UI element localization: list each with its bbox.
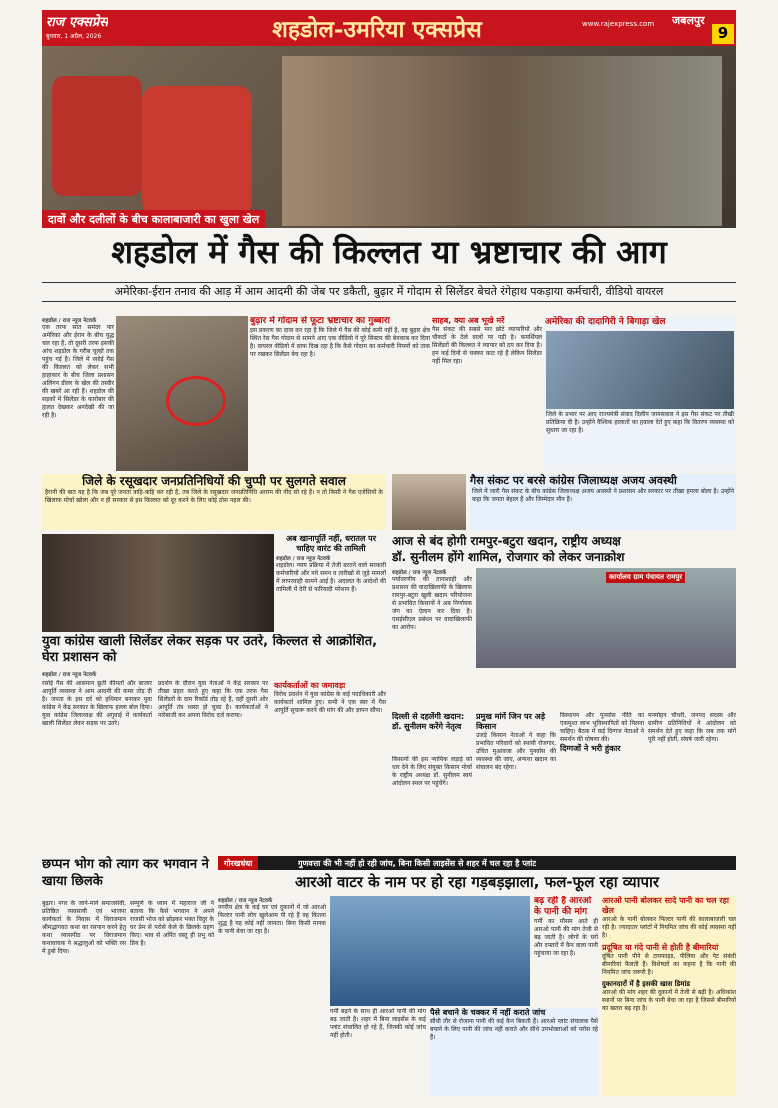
- gas-cylinder-left: [52, 76, 142, 196]
- rampur-sub1: प्रमुख मांगें जिन पर अड़े किसान: [476, 712, 546, 731]
- ro-col2: गर्मी बढ़ने के साथ ही आरओ पानी की मांग बढ़ जाती है। शहर में बिना लाइसेंस के कई प्लांट संचालित हो रहे हैं, जिनकी कोई जांच नहीं होती।: [330, 1008, 426, 1039]
- protest-col3: [274, 680, 386, 715]
- rampur-col5: मनमोहन चौधरी, जनपद सदस्य और ग्रामीण प्रतिनिधियों ने आंदोलन को समर्थन देते हुए कहा कि जब तक मांगें पूरी नहीं होतीं, संघर्ष जारी रहेगा।: [648, 712, 736, 743]
- top-photo-caption: दावों और दलीलों के बीच कालाबाजारी का खुला खेल: [42, 210, 265, 228]
- rampur-col1: [392, 568, 472, 708]
- box-budhar: [250, 316, 430, 471]
- ro-col1-body: नगरीय क्षेत्र के कई घर एवं दुकानों में जो आरओ फिल्टर पानी लोग खुलेआम पी रहे हैं वह कितना शुद्ध है यह कोई नहीं जानता। बिना किसी मानक के पानी बेचा जा रहा है।: [218, 904, 326, 935]
- ro-box-title: पैसे बचाने के चक्कर में नहीं कराते जांच: [430, 1008, 546, 1017]
- chappan-col2: सम्पूर्ण के ध्यान में महाराज जी ने बताया कि कैसे भगवान ने अपने राजसी भोज को छोड़कर भक्त विदुर के घर प्रेम से परोसे केले के छिलके ग्रहण किए। भाव से अर्पित वस्तु ही प्रभु को प्रिय है।: [130, 900, 214, 947]
- top-photo: [42, 46, 736, 228]
- protest-photo: [42, 534, 274, 632]
- ro-photo: [330, 896, 530, 1006]
- ro-box-body: सीधी तौर से रोजाना पानी की कई कैन बिकती हैं। आरओ प्लांट संचालक पैसे बचाने के लिए पानी की जांच नहीं कराते और सीधे उपभोक्ताओं को परोस रहे हैं।: [430, 1018, 598, 1041]
- paper-name: राज एक्सप्रेस: [46, 15, 109, 30]
- ro-side-body2: दूषित पानी पीने से टायफाइड, पीलिया और पेट संबंधी बीमारियां फैलती हैं। विशेषज्ञों का कहना है कि पानी की नियमित जांच जरूरी है।: [602, 953, 736, 976]
- ajay-awasthi-photo: [392, 474, 466, 530]
- protest-col1: रसोई गैस की आसमान छूती कीमतों और बाजार आपूर्ति व्यवस्था ने आम आदमी की कमर तोड़ दी है। जनता के इस दर्द को हथियार बनाकर युवा कांग्रेस ने केंद्र सरकार के खिलाफ हल्ला बोल दिया। युवा कांग्रेस जिलाध्यक्ष की अगुवाई में कार्यकर्ता खाली सिलेंडर लेकर सड़क पर उतरे।: [42, 680, 152, 727]
- strip-right: [470, 474, 736, 530]
- crowd-image: [282, 56, 722, 226]
- protest-body: [42, 670, 386, 850]
- lead-body: एक तरफ सात समंदर पार अमेरिका और ईरान के बीच युद्ध चल रहा है, तो दूसरी तरफ इसकी आंच शहडोल के गरीब चूल्हों तक पहुंच गई है। जिले में रसोई गैस की किल्लत को लेकर सभी हाहाकार के बीच जिला प्रशासन अलिंगन डीलर के खेल की तस्वीर की खबरें आ रही हैं। शहडोल की सड़कों में सिलेंडर के कारोबार की हालत देखकर अनदेखी की जा रही है।: [42, 324, 114, 419]
- ro-pull-quote: बढ़ रही है आरओ के पानी की मांग: [534, 896, 592, 917]
- ro-top-headline: गुणवत्ता की भी नहीं हो रही जांच, बिना किसी लाइसेंस से शहर में चल रहा है प्लांट: [298, 859, 537, 868]
- edition-title: शहडोल-उमरिया एक्सप्रेस: [272, 16, 482, 43]
- box-sahab-body: गैस संकट की सबसे मार छोटे व्यापारियों और चौकटों के ठेले वालों पर पड़ी है। कमर्शियल सिलेंडरों की किल्लत ने व्यापार को ठप कर दिया है। हम कई दिनों से चक्कर काट रहे हैं लेकिन सिलेंडर नहीं मिल रहा।: [432, 326, 542, 365]
- ro-pull: [534, 896, 598, 958]
- ro-headline: आरओ वाटर के नाम पर हो रहा गड़बड़झाला, फल-फूल रहा व्यापार: [294, 873, 660, 891]
- chappan-col1: बुढ़ार। नगर के जाने-माने समाजसेवी, प्रतिष्ठित व्यवसायी एवं भाजपा कार्यकर्ता के निवास में विराजमान श्रीमद्भागवत कथा का रसपान करने हेतु कथा व्यासपीठ पर विराजमान कथावाचक ने श्रद्धालुओं को भक्ति रस में डुबो दिया।: [42, 900, 126, 955]
- rampur-byline: शहडोल / राज न्यूज नेटवर्क: [392, 570, 447, 576]
- box-budhar-body: इस प्रकरण का दावा कर रहा है कि जिले में गैस की कोई कमी नहीं है, वह बुढ़ार क्षेत्र स्थित रेस गैस गोदाम से सामने आए एक वीडियो ने पूरे सिस्टम की बेनकाब कर दिया है। वायरल वीडियो में साफ दिख रहा है कि कैसे गोदाम का कर्मचारी नियमों को ताक पर रखकर सिलेंडर बेच रहा है।: [250, 327, 430, 358]
- rampur-col2: किसानों की इस न्यायिक लड़ाई को धार देने के लिए संयुक्त किसान मोर्चा के राष्ट्रीय अध्यक्ष डॉ. सुनीलम स्वयं आंदोलन स्थल पर पहुंचेंगे।: [392, 756, 472, 787]
- protest-byline: शहडोल / राज न्यूज नेटवर्क: [42, 672, 97, 678]
- lead-byline: शहडोल / राज न्यूज नेटवर्क: [42, 318, 97, 324]
- ro-col3-body: गर्मी का मौसम आते ही आरओ पानी की मांग तेजी से बढ़ जाती है। लोगों के घरों और दफ्तरों में कैन वाला पानी पहुंचाया जा रहा है।: [534, 918, 598, 957]
- highlight-circle: [166, 376, 226, 426]
- protest-col2: प्रदर्शन के दौरान युवा नेताओं ने केंद्र सरकार पर तीखा प्रहार करते हुए कहा कि एक तरफ गैस सिलेंडरों के दाम रिकॉर्ड तोड़ रहे हैं, वहीं दूसरी ओर आपूर्ति तंत्र ध्वस्त हो चुका है। कार्यकर्ताओं ने नारेबाजी कर अपना विरोध दर्ज कराया।: [158, 680, 268, 719]
- protest-col3-body: विरोध प्रदर्शन में युवा कांग्रेस के कई पदाधिकारी और कार्यकर्ता शामिल हुए। सभी ने एक स्वर में गैस आपूर्ति सुचारू करने की मांग की और ज्ञापन सौंपा।: [274, 691, 386, 714]
- city-name: जबलपुर: [672, 14, 705, 27]
- warrant-headline: अब खानापूर्ति नहीं, धरातल पर चाहिए वारंट की तामिली: [286, 534, 376, 553]
- strip-right-title: गैस संकट पर बरसे कांग्रेस जिलाध्यक्ष अजय अवस्थी: [470, 474, 677, 487]
- gas-cylinder-right: [142, 86, 252, 216]
- box-america: [544, 316, 736, 471]
- rampur-photo: [476, 568, 736, 668]
- chappan-headline: छप्पन भोग को त्याग कर भगवान ने खाया छिलके: [42, 857, 209, 889]
- strip-left: [42, 474, 386, 530]
- protest-headline: युवा कांग्रेस खाली सिलेंडर लेकर सड़क पर उतरे, किल्लत से आक्रोशित, घेरा प्रशासन को: [42, 634, 378, 665]
- ro-side-title1: आरओ पानी बोलकर सादे पानी का चल रहा खेल: [602, 896, 729, 915]
- box-budhar-title: बुढ़ार में गोदाम से फूटा भ्रष्टाचार का गुब्बारा: [250, 316, 390, 326]
- warrant-body: शहडोल। न्याय प्रक्रिया में तेजी बरतने वाले सरकारी कर्मचारियों और नये समन व तारीखों से जुड़े मामलों में लापरवाही सामने आई है। अदालत के आदेशों की तामिली में देरी से फरियादी परेशान हैं।: [276, 562, 386, 593]
- ro-box: [430, 1008, 598, 1096]
- date-line: बुधवार, 1 अप्रैल, 2026: [46, 33, 102, 40]
- page-number: 9: [712, 24, 734, 44]
- rampur-lower: [392, 712, 736, 852]
- box-america-body: जिले के प्रभार पर आए राज्यमंत्री संवाद दिलीप जायसवाल ने इस गैस संकट पर तीखी प्रतिक्रिया दी है। उन्होंने वैश्विक हालातों का हवाला देते हुए कहा कि वितरण व्यवस्था को सुधारा जा रहा है।: [546, 411, 734, 434]
- rampur-col4: [560, 712, 644, 754]
- strip-left-body: हैरानी की बात यह है कि जब पूरे जनता त्राहि-त्राहि कर रही है, तब जिले के रसूखदार जनप्रतिनिधि आराम की नींद सो रहे हैं। न तो किसी ने गैस एजेंसियों के खिलाफ मोर्चा खोला और न ही सरकार से इस किल्लत को दूर करने के लिए कोई ठोस पहल की।: [45, 489, 383, 504]
- ro-section: [218, 856, 736, 1096]
- ro-col1: [218, 896, 326, 936]
- minister-photo: [546, 331, 734, 409]
- rampur-col3: [476, 712, 556, 772]
- lead-headline: शहडोल में गैस की किल्लत या भ्रष्टाचार की आग: [111, 233, 667, 271]
- rampur-headline-1: आज से बंद होगी रामपुर-बटुरा खदान, राष्ट्रीय अध्यक्ष: [392, 534, 621, 548]
- ro-kicker: गोरखधंधा: [218, 856, 258, 870]
- gram-panchayat-banner: कार्यालय ग्राम पंचायत रामपुर: [606, 572, 685, 583]
- ro-box2-body: आरओ की मांग शहर की दुकानों में तेजी से बढ़ी है। अधिकांश स्थानों पर बिना जांच के पानी बेचा जा रहा है जिससे बीमारियों का खतरा बढ़ रहा है।: [602, 989, 736, 1012]
- rampur-col3-body: उजड़े किसान नेताओं ने कहा कि प्रभावित परिवारों को स्थायी रोजगार, उचित मुआवजा और पुनर्वास की व्यवस्था की जाए, अन्यथा खदान का संचालन बंद रहेगा।: [476, 732, 556, 771]
- warrant-byline: शहडोल / राज न्यूज नेटवर्क: [276, 556, 331, 562]
- lead-subhead: अमेरिका-ईरान तनाव की आड़ में आम आदमी की जेब पर डकैती, बुढ़ार में गोदाम से सिलेंडर बेचते रंगेहाथ पकड़ाया कर्मचारी, वीडियो वायरल: [42, 282, 736, 302]
- ro-topbar: [218, 856, 736, 870]
- ro-side-title2: प्रदूषित या गंदे पानी से होती है बीमारियां: [602, 943, 719, 952]
- masthead: [42, 10, 736, 46]
- box-sahab-title: साहब, क्या अब भूखे मरें: [432, 316, 505, 325]
- ro-sidebar: [602, 896, 736, 1096]
- website[interactable]: www.rajexpress.com: [582, 20, 655, 28]
- ro-byline: शहडोल / राज न्यूज नेटवर्क: [218, 898, 273, 904]
- rampur-col4-body: विस्थापन और पुनर्वास नीति का एकमुश्त लाभ भूविस्थापितों को मिलना चाहिए। बैठक में कई दिग्गज नेताओं ने समर्थन की घोषणा की।: [560, 712, 644, 743]
- strip-right-body: जिले में जारी गैस संकट के बीच कांग्रेस जिलाध्यक्ष अजय अवस्थी ने प्रशासन और सरकार पर तीखा हमला बोला है। उन्होंने कहा कि जनता बेहाल है और जिम्मेदार मौन हैं।: [472, 488, 734, 503]
- box-sahab: [432, 316, 542, 471]
- ro-box2-title: दुकानदारों में है इसकी खास डिमांड: [602, 980, 691, 988]
- protest-col3-title: कार्यकर्ताओं का जमावड़ा: [274, 681, 346, 690]
- protest-side: [276, 534, 386, 632]
- lead-column: [42, 316, 114, 471]
- lead-photo-godown: [116, 316, 248, 471]
- rampur-quote: दिल्ली से दहलेंगी खदान: डॉ. सुनीलम करेंगे नेतृत्व: [392, 712, 465, 731]
- strip-left-title: जिले के रसूखदार जनप्रतिनिधियों की चुप्पी पर सुलगते सवाल: [82, 474, 346, 488]
- rampur-sub2: दिग्गजों ने भरी हुंकार: [560, 744, 621, 753]
- rampur-col1-body: पर्यावरणीय की तानाशाही और प्रशासन की वादाखिलाफी के खिलाफ रामपुर-बटुरा खुली खदान परियोजना से प्रभावित किसानों ने अब निर्णायक जंग का ऐलान कर दिया है। एसईसीएल प्रबंधन पर वादाखिलाफी का आरोप।: [392, 576, 472, 631]
- rampur-headline-2: डॉ. सुनीलम होंगे शामिल, रोजगार को लेकर जनाक्रोश: [392, 550, 625, 564]
- ro-side-body1: आरओ के पानी बोलकर फिल्टर पानी की कालाबाजारी चल रही है। ज्यादातर प्लांटों में नियमित जांच की कोई व्यवस्था नहीं है।: [602, 916, 736, 939]
- chappan-section: [42, 856, 214, 1096]
- box-america-title: अमेरिका की दादागिरी ने बिगाड़ा खेल: [545, 317, 666, 327]
